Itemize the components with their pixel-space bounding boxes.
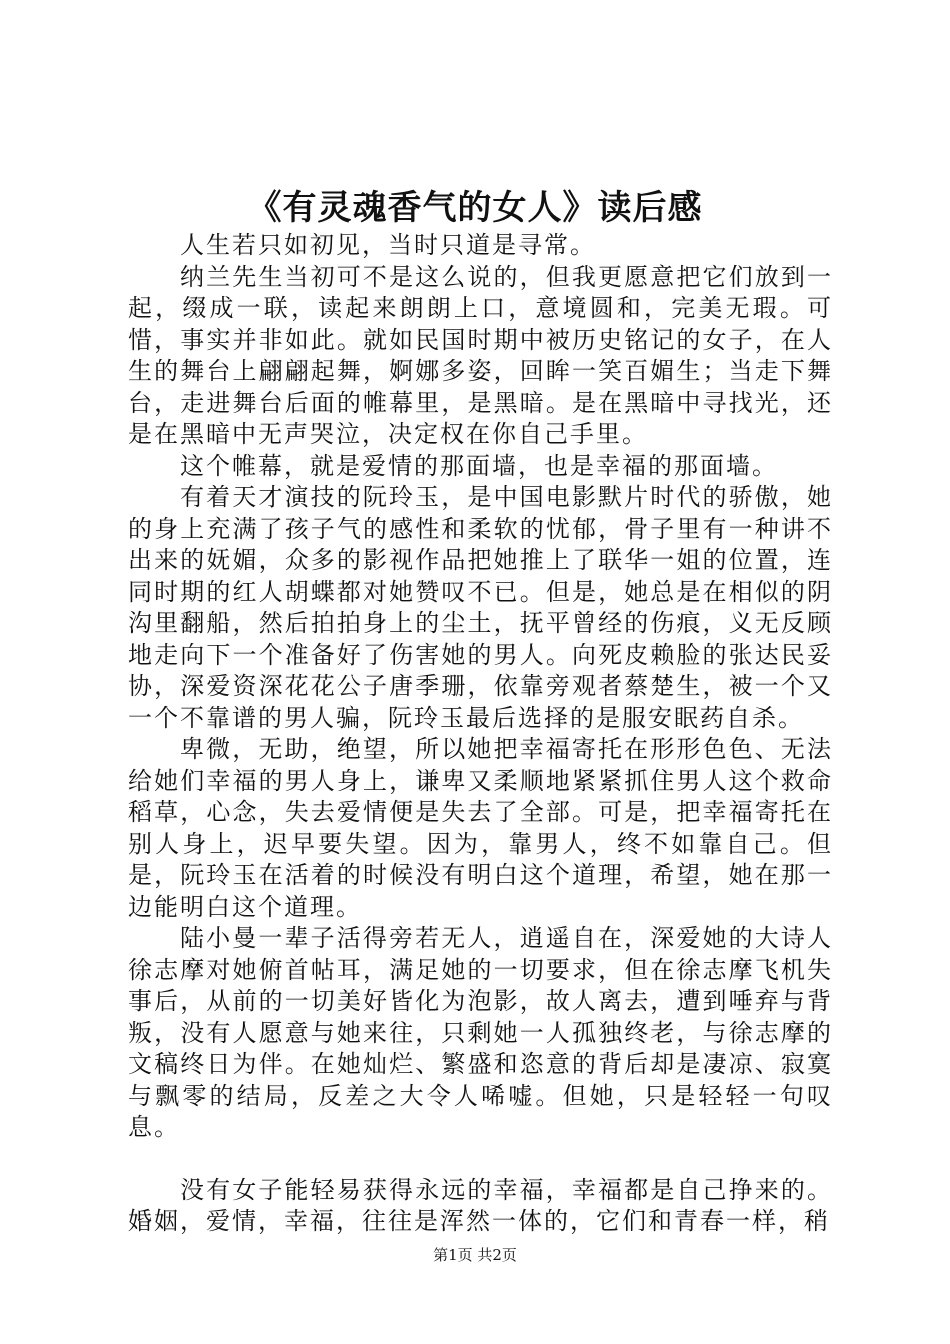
document-title: 《有灵魂香气的女人》读后感 bbox=[247, 188, 703, 228]
paragraph-2: 纳兰先生当初可不是这么说的，但我更愿意把它们放到一起，缀成一联，读起来朗朗上口，意境圆和，完美无瑕。可惜，事实并非如此。就如民国时期中被历史铭记的女子，在人生的舞台上翩翩起舞，婀娜多姿，回眸一笑百媚生；当走下舞台，走进舞台后面的帷幕里，是黑暗。是在黑暗中寻找光，还是在黑暗中无声哭泣，决定权在你自己手里。 bbox=[128, 262, 833, 448]
document-body bbox=[128, 230, 833, 1238]
paragraph-5: 卑微，无助，绝望，所以她把幸福寄托在形形色色、无法给她们幸福的男人身上，谦卑又柔顺地紧紧抓住男人这个救命稻草，心念，失去爱情便是失去了全部。可是，把幸福寄托在别人身上，迟早要失望。因为，靠男人，终不如靠自己。但是，阮玲玉在活着的时候没有明白这个道理，希望，她在那一边能明白这个道理。 bbox=[128, 735, 833, 921]
paragraph-3: 这个帷幕，就是爱情的那面墙，也是幸福的那面墙。 bbox=[180, 451, 778, 480]
page-footer: 第1页 共2页 bbox=[433, 1246, 517, 1264]
paragraph-1: 人生若只如初见，当时只道是寻常。 bbox=[180, 231, 596, 259]
paragraph-4: 有着天才演技的阮玲玉，是中国电影默片时代的骄傲，她的身上充满了孩子气的感性和柔软的忧郁，骨子里有一种讲不出来的妩媚，众多的影视作品把她推上了联华一姐的位置，连同时期的红人胡蝶都对她赞叹不已。但是，她总是在相似的阴沟里翻船，然后拍拍身上的尘土，抚平曾经的伤痕，义无反顾地走向下一个准备好了伤害她的男人。向死皮赖脸的张达民妥协，深爱资深花花公子唐季珊，依靠旁观者蔡楚生，被一个又一个不靠谱的男人骗，阮玲玉最后选择的是服安眠药自杀。 bbox=[128, 483, 833, 732]
paragraph-6: 陆小曼一辈子活得旁若无人，逍遥自在，深爱她的大诗人徐志摩对她俯首帖耳，满足她的一切要求，但在徐志摩飞机失事后，从前的一切美好皆化为泡影，故人离去，遭到唾弃与背叛，没有人愿意与她来往，只剩她一人孤独终老，与徐志摩的文稿终日为伴。在她灿烂、繁盛和恣意的背后却是凄凉、寂寞与飘零的结局，反差之大令人唏嘘。但她，只是轻轻一句叹息。 bbox=[128, 924, 833, 1141]
paragraph-7: 没有女子能轻易获得永远的幸福，幸福都是自己挣来的。婚姻，爱情，幸福，往往是浑然一体的，它们和青春一样，稍 bbox=[128, 1175, 833, 1235]
